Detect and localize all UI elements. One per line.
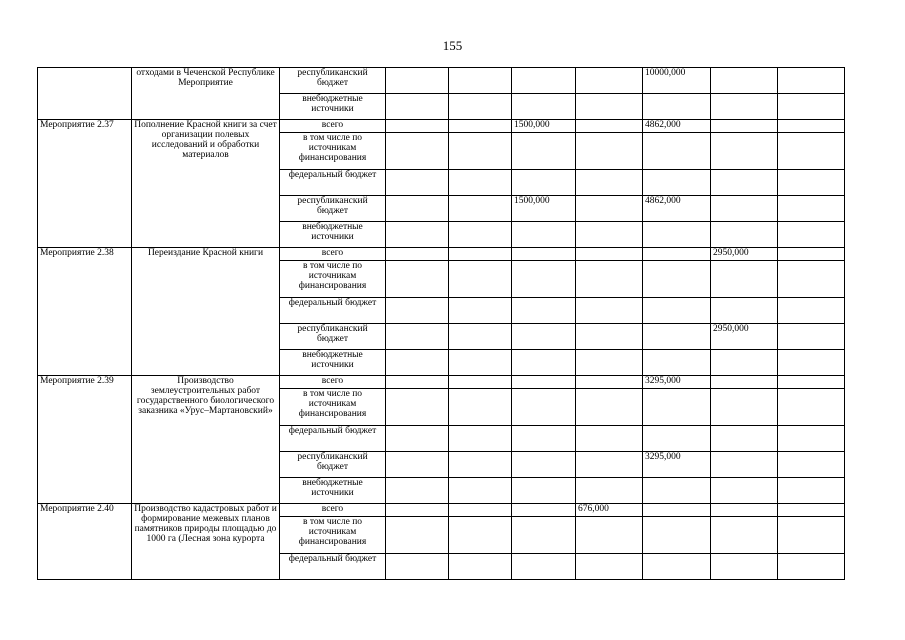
source-cell: всего <box>280 248 386 261</box>
source-cell: федеральный бюджет <box>280 426 386 452</box>
value-cell <box>512 504 576 517</box>
value-cell <box>643 504 711 517</box>
measure-name: Мероприятие 2.37 <box>38 120 132 248</box>
value-cell <box>512 376 576 389</box>
source-cell: федеральный бюджет <box>280 298 386 324</box>
value-cell: 1500,000 <box>512 120 576 133</box>
value-cell <box>778 504 845 517</box>
value-cell <box>386 324 449 350</box>
source-cell: в том числе по источникам финансирования <box>280 517 386 554</box>
value-cell <box>576 452 643 478</box>
value-cell <box>386 196 449 222</box>
value-cell <box>576 196 643 222</box>
value-cell <box>778 248 845 261</box>
source-cell: федеральный бюджет <box>280 554 386 580</box>
value-cell: 676,000 <box>576 504 643 517</box>
value-cell <box>711 68 778 94</box>
value-cell <box>711 196 778 222</box>
value-cell: 4862,000 <box>643 120 711 133</box>
value-cell <box>778 376 845 389</box>
value-cell: 10000,000 <box>643 68 711 94</box>
source-cell: в том числе по источникам финансирования <box>280 389 386 426</box>
value-cell <box>711 452 778 478</box>
value-cell <box>778 452 845 478</box>
source-cell: республиканский бюджет <box>280 324 386 350</box>
value-cell <box>449 452 512 478</box>
value-cell <box>449 376 512 389</box>
description-cell: Производство кадастровых работ и формирование межевых планов памятников природы площадью до 1000 га (Лесная зона курорта <box>132 504 280 580</box>
value-cell <box>576 68 643 94</box>
source-cell: внебюджетные источники <box>280 350 386 376</box>
source-cell: внебюджетные источники <box>280 222 386 248</box>
value-cell <box>386 248 449 261</box>
value-cell <box>386 504 449 517</box>
table-row <box>38 376 845 389</box>
value-cell <box>576 324 643 350</box>
value-cell <box>576 120 643 133</box>
value-cell <box>512 248 576 261</box>
source-cell: федеральный бюджет <box>280 170 386 196</box>
value-cell <box>386 120 449 133</box>
value-cell <box>778 324 845 350</box>
value-cell <box>711 376 778 389</box>
value-cell <box>576 376 643 389</box>
measure-name: Мероприятие 2.39 <box>38 376 132 504</box>
value-cell: 3295,000 <box>643 376 711 389</box>
description-cell: Переиздание Красной книги <box>132 248 280 376</box>
value-cell <box>449 68 512 94</box>
value-cell <box>711 120 778 133</box>
description-cell: Производство землеустроительных работ государственного биологического заказника «Урус–Мартановский» <box>132 376 280 504</box>
value-cell <box>386 68 449 94</box>
value-cell <box>449 196 512 222</box>
name-cell <box>38 68 132 120</box>
value-cell: 3295,000 <box>643 452 711 478</box>
table-row <box>38 120 845 133</box>
source-cell: всего <box>280 504 386 517</box>
budget-table <box>37 67 845 580</box>
value-cell <box>778 196 845 222</box>
value-cell <box>512 68 576 94</box>
table-row <box>38 504 845 517</box>
table-row <box>38 68 845 94</box>
value-cell <box>386 376 449 389</box>
source-cell: в том числе по источникам финансирования <box>280 133 386 170</box>
value-cell <box>778 120 845 133</box>
source-cell: всего <box>280 120 386 133</box>
source-cell: республиканский бюджет <box>280 452 386 478</box>
value-cell <box>449 248 512 261</box>
value-cell: 2950,000 <box>711 324 778 350</box>
measure-name: Мероприятие 2.38 <box>38 248 132 376</box>
value-cell <box>449 120 512 133</box>
value-cell <box>643 324 711 350</box>
source-cell: всего <box>280 376 386 389</box>
table-row <box>38 248 845 261</box>
value-cell <box>449 504 512 517</box>
value-cell <box>711 504 778 517</box>
value-cell: 4862,000 <box>643 196 711 222</box>
value-cell <box>576 248 643 261</box>
source-cell: внебюджетные источники <box>280 94 386 120</box>
value-cell <box>512 452 576 478</box>
value-cell <box>643 248 711 261</box>
value-cell: 1500,000 <box>512 196 576 222</box>
description-cell: Пополнение Красной книги за счет организации полевых исследований и обработки материалов <box>132 120 280 248</box>
value-cell <box>449 324 512 350</box>
value-cell <box>512 324 576 350</box>
source-cell: республиканский бюджет <box>280 68 386 94</box>
description-cell: отходами в Чеченской Республике Мероприятие <box>132 68 280 120</box>
source-cell: внебюджетные источники <box>280 478 386 504</box>
source-cell: республиканский бюджет <box>280 196 386 222</box>
value-cell <box>386 452 449 478</box>
measure-name: Мероприятие 2.40 <box>38 504 132 580</box>
source-cell: в том числе по источникам финансирования <box>280 261 386 298</box>
value-cell <box>778 68 845 94</box>
page-number: 155 <box>442 38 463 53</box>
value-cell: 2950,000 <box>711 248 778 261</box>
